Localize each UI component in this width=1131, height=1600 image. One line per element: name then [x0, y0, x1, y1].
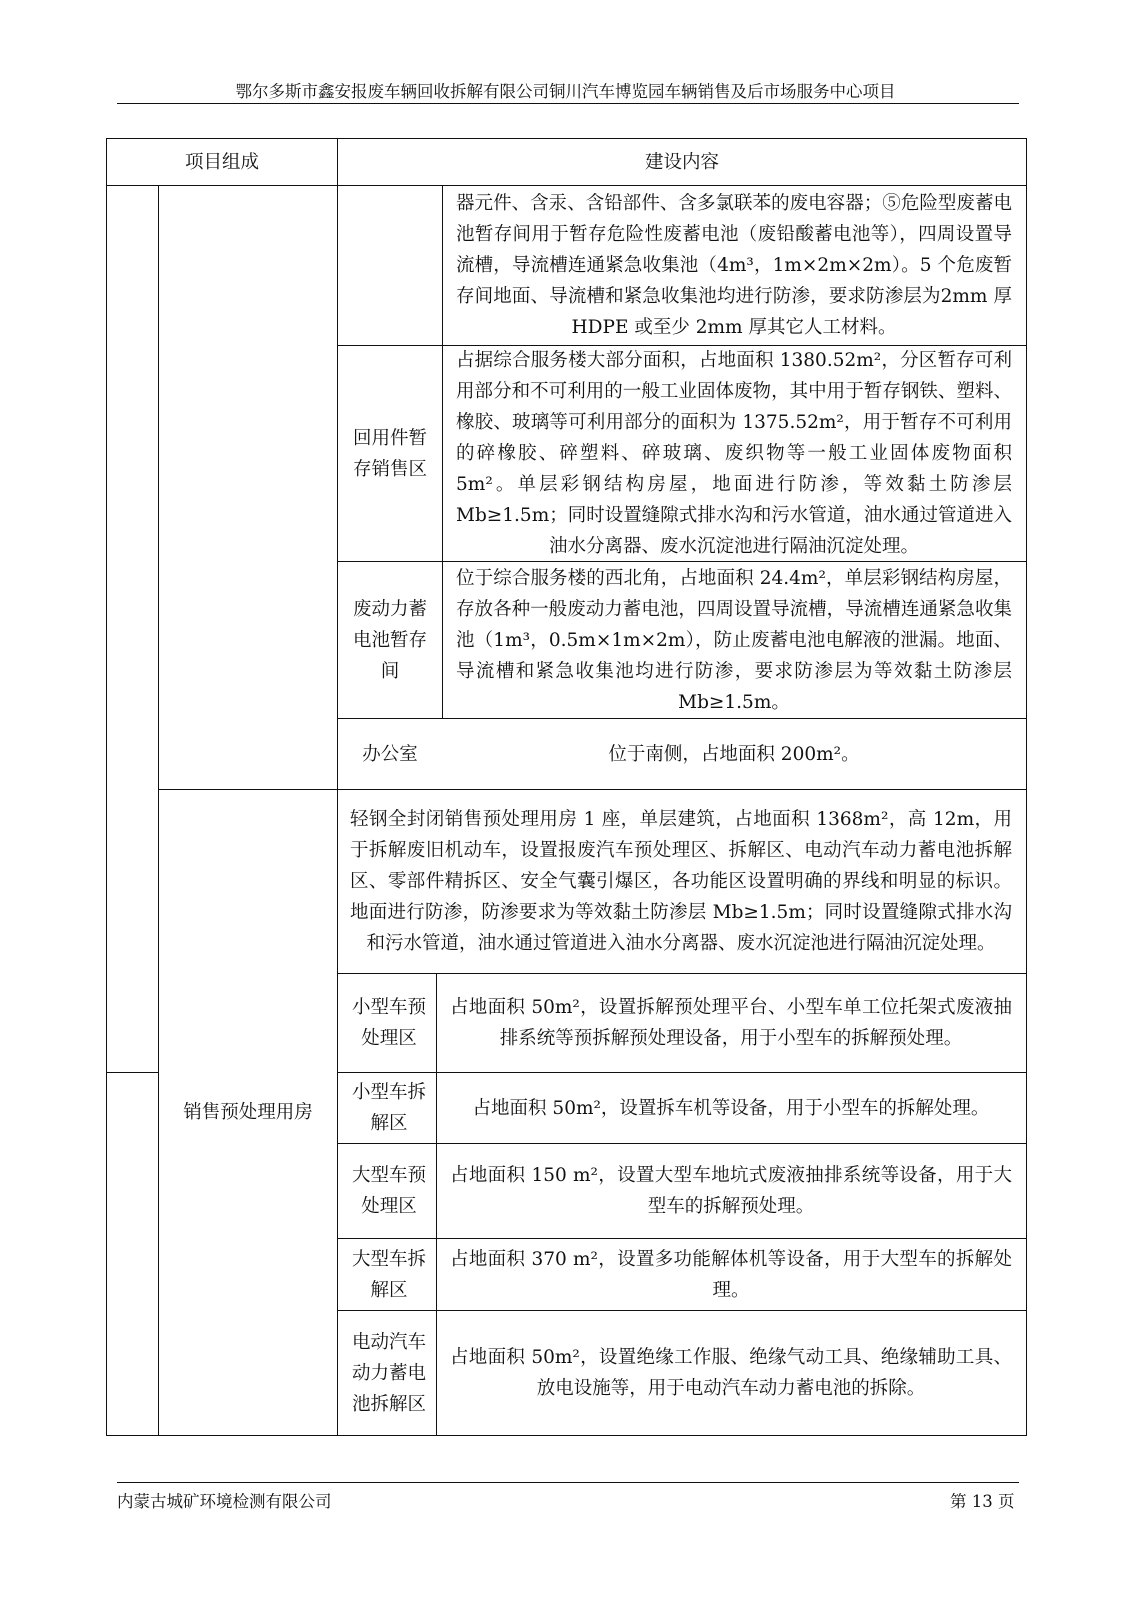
footer-company: 内蒙古城矿环境检测有限公司: [117, 1492, 332, 1511]
section-label: 销售预处理用房: [183, 1102, 313, 1123]
subrow-label-small-dismantle: 小型车拆解区: [351, 1082, 426, 1134]
row-content-office: 位于南侧，占地面积 200m²。: [608, 743, 860, 765]
row-label-battery-storage: 废动力蓄电池暂存间: [352, 598, 427, 682]
row-label-office: 办公室: [362, 743, 418, 765]
col-header-composition: 项目组成: [184, 151, 259, 173]
continued-content: 器元件、含汞、含铅部件、含多氯联苯的废电容器；⑤危险型废蓄电池暂存间用于暂存危险性废蓄电池（废铅酸蓄电池等），四周设置导流槽，导流槽连通紧急收集池（4m³，1m×2m×2m）。5 个危废暂存间地面、导流槽和紧急收集池均进行防渗，要求防渗层为2mm 厚 HDPE 或至少 2mm 厚其它人工材料。: [456, 193, 1012, 338]
subrow-content-large-pretreat: 占地面积 150 m²，设置大型车地坑式废液抽排系统等设备，用于大型车的拆解预处理。: [450, 1165, 1012, 1217]
col-header-content: 建设内容: [644, 151, 719, 173]
subrow-content-ev-battery: 占地面积 50m²，设置绝缘工作服、绝缘气动工具、绝缘辅助工具、放电设施等，用于电动汽车动力蓄电池的拆除。: [450, 1347, 1012, 1399]
page-header: 鄂尔多斯市鑫安报废车辆回收拆解有限公司铜川汽车博览园车辆销售及后市场服务中心项目: [235, 82, 896, 101]
row-content-battery-storage: 位于综合服务楼的西北角，占地面积 24.4m²，单层彩钢结构房屋，存放各种一般废动力蓄电池，四周设置导流槽，导流槽连通紧急收集池（1m³，0.5m×1m×2m），防止废蓄电池电解液的泄漏。地面、导流槽和紧急收集池均进行防渗，要求防渗层为等效黏土防渗层 Mb≥1.5m。: [456, 567, 1012, 713]
subrow-label-large-dismantle: 大型车拆解区: [351, 1248, 426, 1301]
subrow-label-small-pretreat: 小型车预处理区: [351, 997, 426, 1049]
section-description: 轻钢全封闭销售预处理用房 1 座，单层建筑，占地面积 1368m²，高 12m，用于拆解废旧机动车，设置报废汽车预处理区、拆解区、电动汽车动力蓄电池拆解区、零部件精拆区、安全气囊引爆区，各功能区设置明确的界线和明显的标识。地面进行防渗，防渗要求为等效黏土防渗层 Mb≥1.5m；同时设置缝隙式排水沟和污水管道，油水通过管道进入油水分离器、废水沉淀池进行隔油沉淀处理。: [350, 809, 1012, 954]
header-rule: [117, 103, 1019, 104]
page-number: 第 13 页: [950, 1492, 1015, 1511]
footer-rule: [117, 1482, 1019, 1483]
subrow-content-small-pretreat: 占地面积 50m²，设置拆解预处理平台、小型车单工位托架式废液抽排系统等预拆解预处理设备，用于小型车的拆解预处理。: [450, 997, 1012, 1049]
subrow-label-large-pretreat: 大型车预处理区: [351, 1165, 426, 1217]
subrow-label-ev-battery: 电动汽车动力蓄电池拆解区: [351, 1331, 426, 1415]
row-label-reuse-storage: 回用件暂存销售区: [352, 427, 427, 480]
row-content-reuse-storage: 占据综合服务楼大部分面积，占地面积 1380.52m²，分区暂存可利用部分和不可利用的一般工业固体废物，其中用于暂存钢铁、塑料、橡胶、玻璃等可利用部分的面积为 1375.52m²，用于暂存不可利用的碎橡胶、碎塑料、碎玻璃、废织物等一般工业固体废物面积 5m²。单层彩钢结构房屋，地面进行防渗，等效黏土防渗层 Mb≥1.5m；同时设置缝隙式排水沟和污水管道，油水通过管道进入油水分离器、废水沉淀池进行隔油沉淀处理。: [456, 350, 1012, 557]
subrow-content-large-dismantle: 占地面积 370 m²，设置多功能解体机等设备，用于大型车的拆解处理。: [450, 1248, 1012, 1301]
subrow-content-small-dismantle: 占地面积 50m²，设置拆车机等设备，用于小型车的拆解处理。: [472, 1097, 990, 1119]
